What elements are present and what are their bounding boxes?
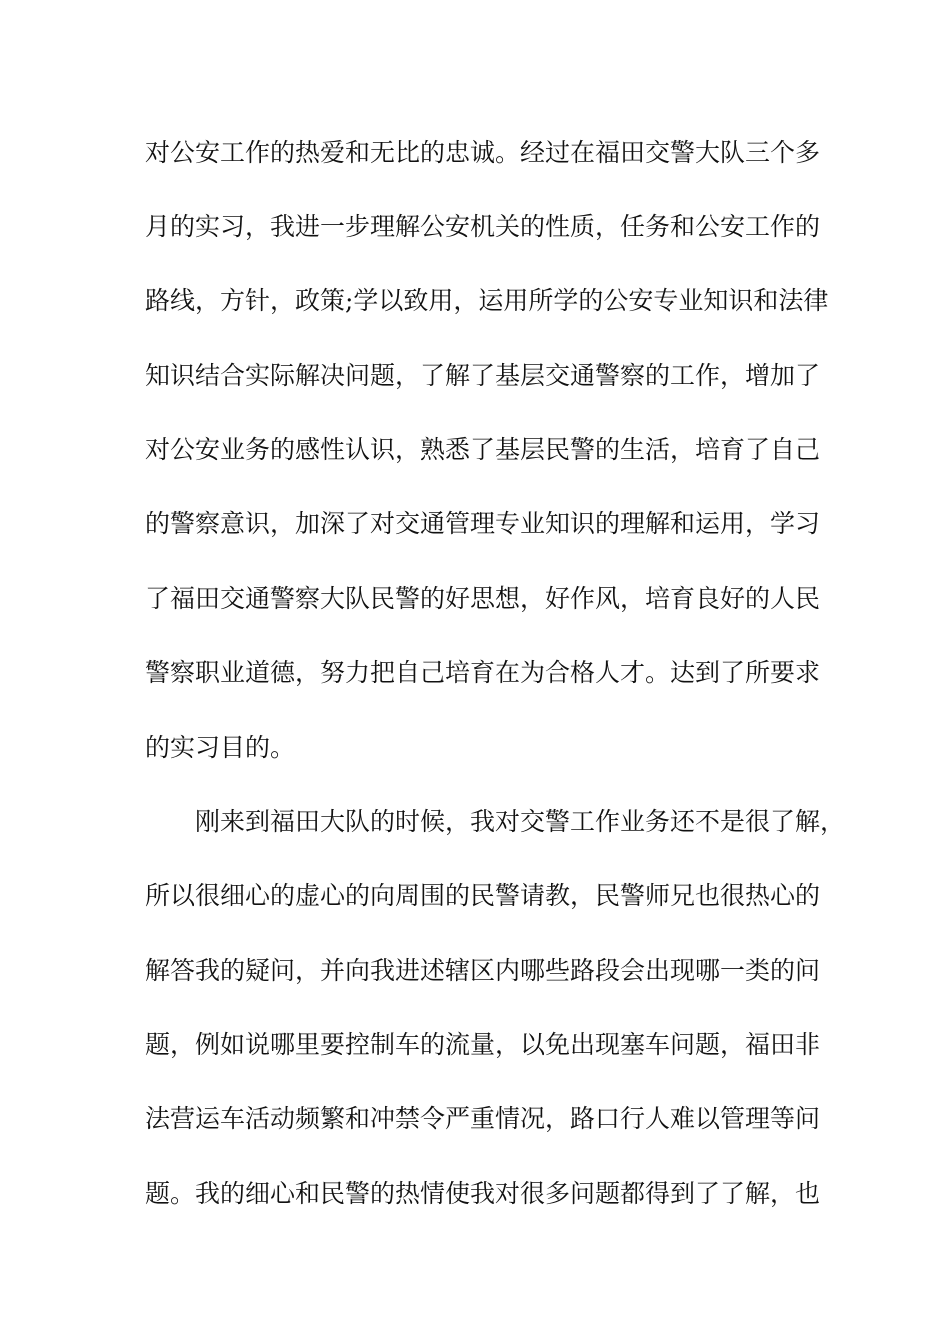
text-line: 所以很细心的虚心的向周围的民警请教，民警师兄也很热心的 xyxy=(145,881,821,910)
text-line: 的警察意识，加深了对交通管理专业知识的理解和运用，学习 xyxy=(145,509,821,538)
text-line: 的实习目的。 xyxy=(145,733,296,762)
text-line: 题。我的细心和民警的热情使我对很多问题都得到了了解，也 xyxy=(145,1179,821,1208)
text-line: 题，例如说哪里要控制车的流量，以免出现塞车问题，福田非 xyxy=(145,1030,821,1059)
text-line: 月的实习，我进一步理解公安机关的性质，任务和公安工作的 xyxy=(145,212,821,241)
text-line: 对公安工作的热爱和无比的忠诚。经过在福田交警大队三个多 xyxy=(145,138,821,167)
text-line: 警察职业道德，努力把自己培育在为合格人才。达到了所要求 xyxy=(145,658,821,687)
text-line: 了福田交通警察大队民警的好思想，好作风，培育良好的人民 xyxy=(145,584,821,613)
text-line: 路线，方针，政策;学以致用，运用所学的公安专业知识和法律 xyxy=(145,286,829,315)
text-line: 对公安业务的感性认识，熟悉了基层民警的生活，培育了自己 xyxy=(145,435,821,464)
paragraph-first-line: 刚来到福田大队的时候，我对交警工作业务还不是很了解， xyxy=(195,807,846,836)
text-line: 解答我的疑问，并向我进述辖区内哪些路段会出现哪一类的问 xyxy=(145,956,821,985)
text-line: 法营运车活动频繁和冲禁令严重情况，路口行人难以管理等问 xyxy=(145,1104,821,1133)
text-line: 知识结合实际解决问题，了解了基层交通警察的工作，增加了 xyxy=(145,361,821,390)
